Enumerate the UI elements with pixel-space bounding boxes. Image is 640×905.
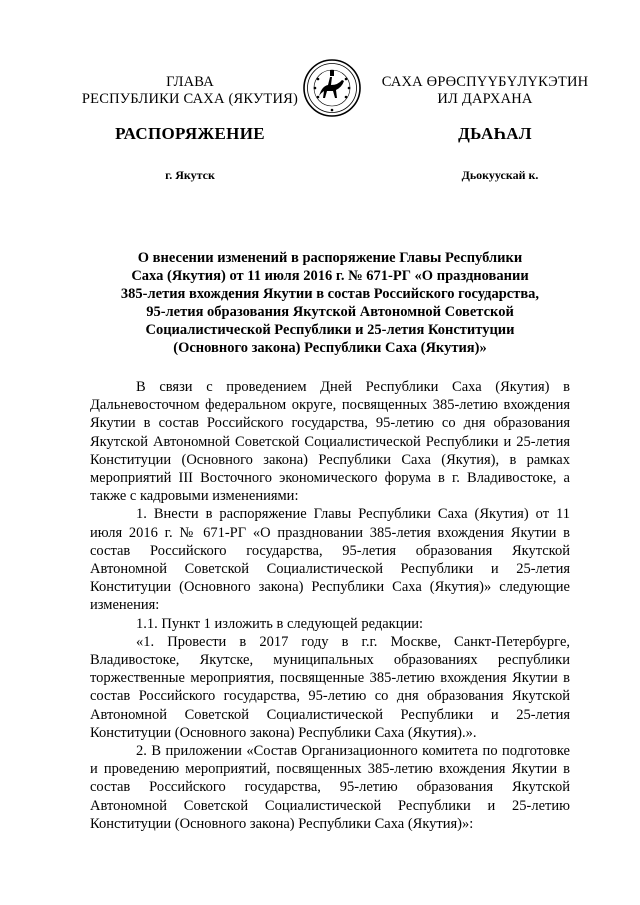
subject-line: Саха (Якутия) от 11 июля 2016 г. № 671-РГ «О праздновании (131, 268, 529, 284)
document-body (90, 378, 570, 833)
document-subject (110, 249, 550, 357)
subject-line: 95-летия образования Якутской Автономной Советской (146, 304, 514, 320)
header-right-line2: ИЛ ДАРХАНА (437, 91, 533, 107)
header-left-line2: РЕСПУБЛИКИ САХА (ЯКУТИЯ) (81, 91, 299, 107)
city-sah: Дьокуускай к. (461, 168, 539, 182)
subject-line: Социалистической Республики и 25-летия Конституции (145, 322, 515, 338)
body-paragraph: 1.1. Пункт 1 изложить в следующей редакции: (136, 615, 424, 632)
subject-line: 385-летия вхождения Якутии в состав Российского государства, (120, 286, 540, 302)
header-right (370, 74, 600, 108)
header-left (75, 74, 305, 108)
city-ru: г. Якутск (165, 168, 215, 182)
subject-line: (Основного закона) Республики Саха (Якутия)» (173, 340, 487, 356)
coat-of-arms-emblem-icon (302, 58, 362, 118)
header-left-line1: ГЛАВА (166, 74, 214, 90)
body-paragraph: 2. В приложении «Состав Организационного комитета по подготовке и проведению мероприятий, посвященных 385-летию вхождения Якутии в состав Российского государства, 95-летию образования Якутской Автономной Советской Социалистической Республики и 25-летию Конституции (Основного закона) Республики Саха (Якутия)»: (90, 743, 570, 832)
body-paragraph: В связи с проведением Дней Республики Саха (Якутия) в Дальневосточном федеральном округе, посвященных 385-летию вхождения Якутии в состав Российского государства, 95-летию со дня образования Якутской Автономной Советской Социалистической Республики и 25-летия Конституции (Основного закона) Республики Саха (Якутия), в рамках мероприятий III Восточного экономического форума в г. Владивостоке, а также с кадровыми изменениями: (90, 379, 570, 505)
body-paragraph: «1. Провести в 2017 году в г.г. Москве, Санкт-Петербурге, Владивостоке, Якутске, муниципальных образованиях республики торжественные мероприятия, посвященные 385-летию вхождения Якутии в состав Российского государства, 95-летию со дня образования Якутской Автономной Советской Социалистической Республики и 25-летия Конституции (Основного закона) Республики Саха (Якутия).». (90, 633, 570, 741)
document-type-ru: РАСПОРЯЖЕНИЕ (115, 124, 265, 143)
header-right-line1: САХА ӨРӨСПҮҮБҮЛҮКЭТИН (381, 74, 589, 90)
body-paragraph: 1. Внести в распоряжение Главы Республики Саха (Якутия) от 11 июля 2016 г. № 671-РГ «О праздновании 385-летия вхождения Якутии в состав Российского государства, 95-летия образования Якутской Автономной Советской Социалистической Республики и 25-летия Конституции (Основного закона) Республики Саха (Якутия)» следующие изменения: (90, 506, 570, 614)
document-type-sah: ДЬАҺАЛ (458, 124, 532, 143)
subject-line: О внесении изменений в распоряжение Главы Республики (137, 250, 523, 266)
